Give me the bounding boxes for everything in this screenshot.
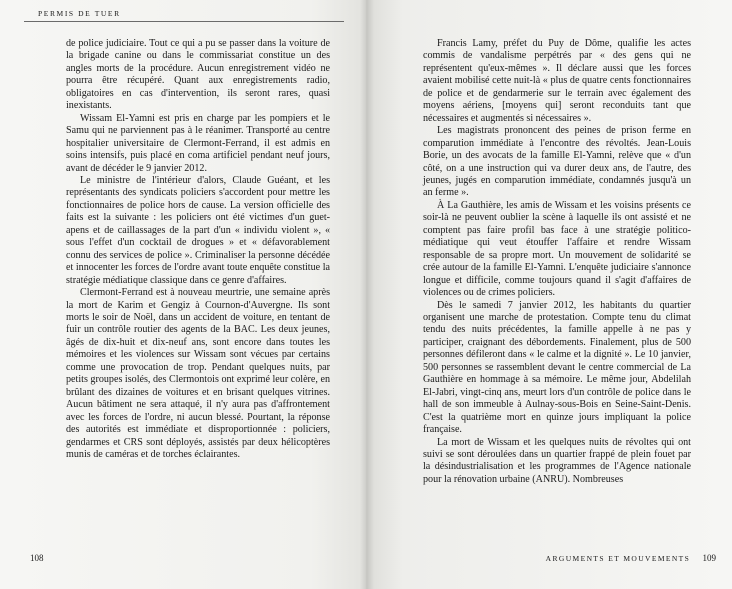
paragraph: Clermont-Ferrand est à nouveau meurtrie, une semaine après la mort de Karim et Gengiz à Cournon-d'Auvergne. Ils sont morts le soir de Noël, dans un accident de voiture, en tentant de fuir un contrôle routier des agents de la BAC. Les deux jeunes, âgés de dix-huit et dix-neuf ans, sont encore dans toutes les mémoires et les violences sur Wissam sont vécues par certains comme une provocation de trop. Pendant quelques nuits, par petits groupes isolés, des Clermontois ont exprimé leur colère, en brûlant des dizaines de voitures et en brisant quelques vitrines. Aucun bâtiment ne sera attaqué, il n'y aura pas d'affrontement avec les forces de l'ordre, ni aucun blessé. Pourtant, la réponse des autorités est immédiate et disproportionnée : policiers, gendarmes et CRS sont déployés, assistés par deux hélicoptères munis de caméras et de torches éclairantes. (66, 287, 330, 460)
paragraph: Francis Lamy, préfet du Puy de Dôme, qualifie les actes commis de vandalisme perpétrés par « des gens qui ne représentent qu'eux-mêmes ». Il déclare aussi que les forces avaient mobilisé cette nuit-là « plus de quatre cents fonctionnaires de police et de gendarmerie sur le terrain avec également des moyens aériens, [moyens qui] seront reconduits tant que nécessaires et augmentés si nécessaires ». (423, 38, 691, 124)
paragraph: Dès le samedi 7 janvier 2012, les habitants du quartier organisent une marche de protestation. Compte tenu du climat tendu des nuits précédentes, la famille appelle à ne pas y participer, craignant des débordements. Finalement, plus de 500 personnes défileront dans « le calme et la dignité ». Le 10 janvier, 500 personnes se rassemblent devant le centre commercial de La Gauthière en hommage à sa mémoire. Le même jour, Abdelilah El-Jabri, vingt-cinq ans, meurt lors d'un contrôle de police dans le hall de son immeuble à Aulnay-sous-Bois en Seine-Saint-Denis. C'est la quatrième mort en quinze jours impliquant la police française. (423, 299, 691, 436)
paragraph: Le ministre de l'intérieur d'alors, Claude Guéant, et les représentants des syndicats policiers s'accordent pour mettre les fonctionnaires de police hors de cause. La version officielle des faits est la suivante : les policiers ont été victimes d'un guet-apens et de caillassages de la part d'un « individu violent », « sous l'effet d'un cocktail de drogues » et « défavorablement connu des services de police ». Criminaliser la personne décédée et innocenter les forces de l'ordre avant toute enquête constitue la stratégie médiatique classique dans ce genre d'affaires. (66, 174, 330, 286)
right-page-body (423, 38, 691, 486)
running-head-right: ARGUMENTS ET MOUVEMENTS (545, 554, 691, 563)
book-gutter (360, 0, 374, 589)
paragraph: À La Gauthière, les amis de Wissam et les voisins présents ce soir-là ne peuvent oublier la scène à laquelle ils ont assisté et ne comptent pas faire profil bas face à une stratégie politico-médiatique qui veut étouffer l'affaire et rendre Wissam responsable de sa propre mort. Un mouvement de solidarité se crée autour de la famille El-Yamni. L'enquête judiciaire s'annonce longue et difficile, comme toujours quand il s'agit d'affaires de violences ou de crimes policiers. (423, 199, 691, 299)
paragraph: Les magistrats prononcent des peines de prison ferme en comparution immédiate à l'encontre des révoltés. Jean-Louis Borie, un des avocats de la famille El-Yamni, relève que « d'un côté, on a une instruction qui va durer deux ans, de l'autre, des jeunes, jugés en comparution immédiate, condamnés jusqu'à un an ferme ». (423, 125, 691, 199)
paragraph: Wissam El-Yamni est pris en charge par les pompiers et le Samu qui ne parviennent pas à le réanimer. Transporté au centre hospitalier universitaire de Clermont-Ferrand, il est admis en soins intensifs, puis placé en coma artificiel pendant neuf jours, avant de décéder le 9 janvier 2012. (66, 112, 330, 174)
paragraph: de police judiciaire. Tout ce qui a pu se passer dans la voiture de la brigade canine ou dans le commissariat constitue un des angles morts de la procédure. Aucun enregistrement vidéo ne pourra être récupéré. Quant aux enregistrements radio, obligatoires en cas d'intervention, ils seront rares, quasi inexistants. (66, 38, 330, 112)
header-rule (24, 21, 344, 22)
page-number-right: 109 (702, 553, 716, 563)
footer-right (546, 553, 716, 563)
right-page (366, 0, 732, 589)
page-number-left: 108 (30, 553, 44, 563)
paragraph: La mort de Wissam et les quelques nuits de révoltes qui ont suivi se sont déroulées dans un quartier frappé de plein fouet par la désindustrialisation et les programmes de l'Agence nationale pour la rénovation urbaine (ANRU). Nombreuses (423, 436, 691, 485)
left-page-body (66, 38, 330, 461)
running-head-left: PERMIS DE TUER (38, 9, 121, 18)
